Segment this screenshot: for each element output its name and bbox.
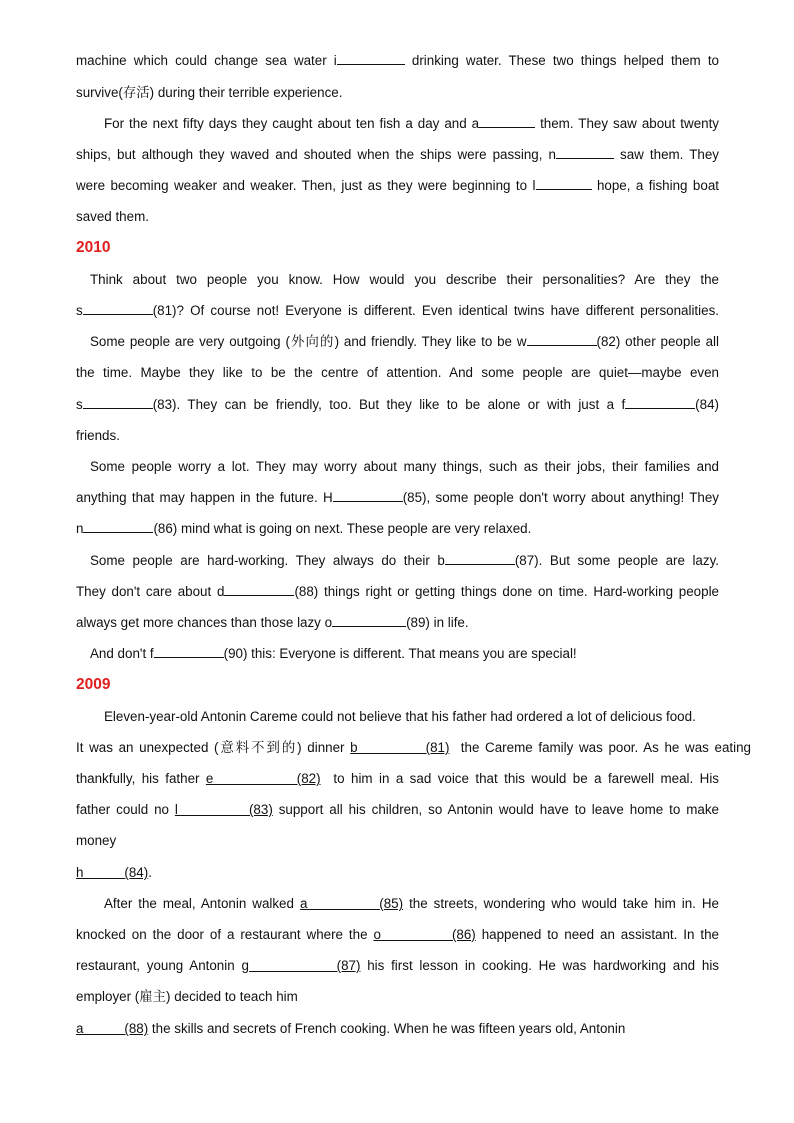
text-segment: (90) this: Everyone is different. That means you are special!: [223, 646, 577, 661]
answer-blank-89[interactable]: [332, 614, 406, 627]
answer-blank-84[interactable]: [625, 396, 695, 409]
text-line: [76, 926, 719, 944]
text-line: the time. Maybe they like to be the centre of attention. And some people are quiet—maybe even: [76, 365, 719, 380]
answer-blank-82[interactable]: e (82): [205, 771, 321, 786]
text-line: [76, 864, 152, 882]
text-segment: (88) things right or getting things done on time. Hard-working people: [294, 584, 719, 599]
answer-blank[interactable]: [556, 146, 614, 159]
text-segment: support all his children, so Antonin would have to leave home to make: [272, 802, 719, 817]
text-line: [76, 489, 719, 507]
text-line: [76, 583, 719, 601]
section-heading-2009: 2009: [76, 676, 111, 693]
text-segment: (83). They can be friendly, too. But they like to be alone or with just a f: [152, 397, 626, 412]
text-segment: They don't care about d: [76, 584, 225, 599]
text-segment: machine which could change sea water i: [76, 53, 337, 68]
text-segment: saw them. They: [613, 147, 719, 162]
text-line: [76, 1020, 625, 1038]
text-segment: to him in a sad voice that this would be a farewell meal. His: [320, 771, 720, 786]
answer-blank-88[interactable]: [224, 583, 294, 596]
answer-blank-85[interactable]: [333, 489, 403, 502]
text-line: [90, 333, 719, 351]
text-segment: his first lesson in cooking. He was hardworking and his: [360, 958, 720, 973]
answer-blank-84[interactable]: h (84): [76, 865, 149, 880]
text-line: Think about two people you know. How would you describe their personalities? Are they the: [90, 272, 719, 287]
text-segment: And don't f: [90, 646, 154, 661]
text-segment: .: [148, 865, 152, 880]
text-segment: For the next fifty days they caught about ten fish a day and a: [104, 116, 480, 131]
text-segment: (81)? Of course not! Everyone is different. Even identical twins have different personalities.: [152, 303, 719, 318]
text-line: [76, 146, 719, 164]
text-segment: knocked on the door of a restaurant where the: [76, 927, 374, 942]
answer-blank-81[interactable]: b (81): [350, 740, 450, 755]
answer-blank-90[interactable]: [154, 645, 224, 658]
answer-blank-85[interactable]: a (85): [299, 896, 404, 911]
answer-blank-88[interactable]: a (88): [76, 1021, 149, 1036]
text-segment: father could no: [76, 802, 175, 817]
text-line: [76, 52, 719, 70]
answer-blank-81[interactable]: [83, 302, 153, 315]
text-segment: Some people are hard-working. They always do their b: [90, 553, 445, 568]
text-segment: anything that may happen in the future. H: [76, 490, 333, 505]
text-line: employer (雇主) decided to teach him: [76, 989, 298, 1004]
text-segment: thankfully, his father: [76, 771, 206, 786]
text-segment: (85), some people don't worry about anything! They: [402, 490, 720, 505]
text-line: [76, 739, 751, 757]
text-segment: always get more chances than those lazy o: [76, 615, 333, 630]
answer-blank[interactable]: [479, 115, 535, 128]
text-line: Eleven-year-old Antonin Careme could not believe that his father had ordered a lot of delicious food.: [104, 709, 696, 724]
text-segment: (84): [695, 397, 719, 412]
answer-blank-87[interactable]: [445, 552, 515, 565]
answer-blank-82[interactable]: [527, 333, 597, 346]
text-segment: ships, but although they waved and shouted when the ships were passing, n: [76, 147, 556, 162]
text-segment: Some people are very outgoing (外向的) and friendly. They like to be w: [90, 334, 527, 349]
text-segment: the skills and secrets of French cooking. When he was fifteen years old, Antonin: [148, 1021, 626, 1036]
text-segment: them. They saw about twenty: [535, 116, 719, 131]
text-line: [104, 895, 719, 913]
text-segment: the Careme family was poor. As he was eating: [449, 740, 751, 755]
text-segment: (87). But some people are lazy.: [514, 553, 719, 568]
text-line: [104, 115, 719, 133]
text-line: [76, 957, 719, 975]
text-segment: (86) mind what is going on next. These people are very relaxed.: [153, 521, 532, 536]
text-line: [76, 396, 719, 414]
section-heading-2010: 2010: [76, 239, 111, 256]
text-segment: s: [76, 397, 83, 412]
text-line: [76, 302, 719, 320]
answer-blank-83[interactable]: [83, 396, 153, 409]
answer-blank-83[interactable]: l (83): [174, 802, 273, 817]
text-line: [76, 177, 719, 195]
text-segment: the streets, wondering who would take him in. He: [403, 896, 720, 911]
answer-blank[interactable]: [536, 177, 592, 190]
text-line: [90, 552, 719, 570]
answer-blank-86[interactable]: o (86): [373, 927, 476, 942]
text-line: [76, 520, 531, 538]
text-segment: restaurant, young Antonin: [76, 958, 242, 973]
text-segment: s: [76, 303, 83, 318]
text-line: saved them.: [76, 209, 149, 224]
answer-blank[interactable]: [337, 52, 405, 65]
text-line: [90, 645, 577, 663]
text-segment: After the meal, Antonin walked: [104, 896, 300, 911]
text-segment: were becoming weaker and weaker. Then, just as they were beginning to l: [76, 178, 536, 193]
answer-blank-86[interactable]: [83, 520, 153, 533]
answer-blank-87[interactable]: g (87): [241, 958, 361, 973]
text-segment: (82) other people all: [596, 334, 719, 349]
text-segment: drinking water. These two things helped them to: [404, 53, 719, 68]
text-line: [76, 770, 719, 788]
text-segment: n: [76, 521, 84, 536]
text-line: money: [76, 833, 117, 848]
text-segment: (89) in life.: [406, 615, 469, 630]
text-line: Some people worry a lot. They may worry about many things, such as their jobs, their families and: [90, 459, 719, 474]
text-line: survive(存活) during their terrible experience.: [76, 85, 343, 100]
text-segment: hope, a fishing boat: [591, 178, 719, 193]
text-line: [76, 614, 469, 632]
text-line: friends.: [76, 428, 120, 443]
text-line: [76, 801, 719, 819]
text-segment: It was an unexpected (意料不到的) dinner: [76, 740, 351, 755]
text-segment: happened to need an assistant. In the: [475, 927, 719, 942]
